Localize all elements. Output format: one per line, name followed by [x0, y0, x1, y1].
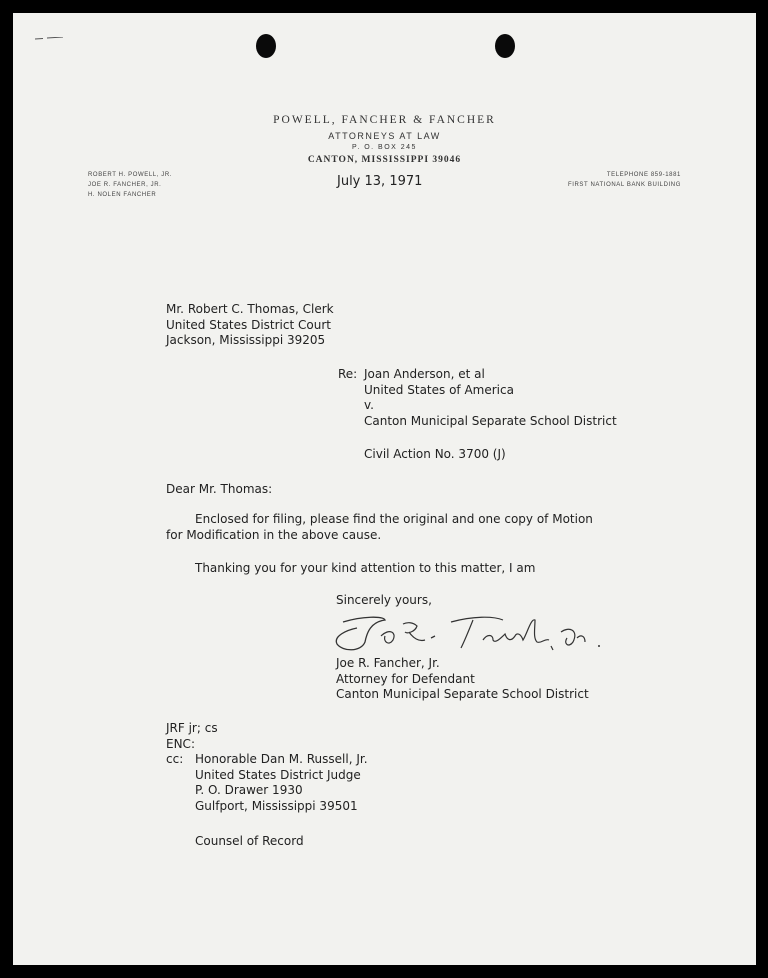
closing: Sincerely yours,	[336, 593, 432, 607]
partner-name: JOE R. FANCHER, JR.	[88, 182, 162, 188]
body-paragraph-1	[166, 512, 593, 543]
building: FIRST NATIONAL BANK BUILDING	[567, 182, 681, 188]
signature-image	[323, 608, 613, 656]
counsel-of-record: Counsel of Record	[195, 834, 304, 848]
re-block	[364, 367, 617, 429]
cc-line: Gulfport, Mississippi 39501	[195, 798, 358, 813]
re-line: United States of America	[364, 382, 514, 397]
re-line: v.	[364, 398, 374, 412]
pencil-mark	[35, 37, 63, 40]
re-line: Joan Anderson, et al	[364, 367, 485, 381]
signature-line: Joe R. Fancher, Jr.	[336, 656, 440, 670]
body-paragraph-2: Thanking you for your kind attention to this matter, I am	[195, 561, 536, 575]
civil-action: Civil Action No. 3700 (J)	[364, 447, 506, 461]
signature-line: Canton Municipal Separate School District	[336, 687, 589, 701]
partner-name: H. NOLEN FANCHER	[88, 192, 157, 198]
letter-date: July 13, 1971	[337, 174, 423, 189]
recipient-line: United States District Court	[166, 317, 331, 332]
cc-line: United States District Judge	[195, 767, 361, 782]
letterhead-partners	[88, 170, 172, 200]
letterhead-contact	[568, 170, 681, 190]
cc-block	[195, 752, 368, 814]
letterhead-city: CANTON, MISSISSIPPI 39046	[307, 155, 462, 165]
recipient-line: Mr. Robert C. Thomas, Clerk	[166, 302, 334, 316]
cc-label: cc:	[166, 752, 184, 766]
letterhead-box: P. O. BOX 245	[352, 144, 417, 151]
cc-line: P. O. Drawer 1930	[195, 783, 303, 797]
cc-line: Honorable Dan M. Russell, Jr.	[195, 752, 368, 766]
telephone: TELEPHONE 859-1881	[606, 172, 681, 178]
body-line: Enclosed for filing, please find the original and one copy of Motion	[195, 512, 593, 526]
punch-hole-right	[495, 34, 515, 58]
salutation: Dear Mr. Thomas:	[166, 482, 273, 496]
recipient-line: Jackson, Mississippi 39205	[166, 333, 326, 347]
re-label: Re:	[338, 367, 358, 381]
letter-page	[13, 13, 756, 965]
body-line: for Modification in the above cause.	[166, 527, 382, 542]
letterhead-subtitle: ATTORNEYS AT LAW	[328, 131, 441, 141]
signature-block	[336, 656, 589, 703]
punch-hole-left	[256, 34, 276, 58]
initials: JRF jr; cs	[166, 721, 218, 735]
letterhead-firm: POWELL, FANCHER & FANCHER	[273, 114, 496, 126]
footer-block	[166, 721, 218, 752]
re-line: Canton Municipal Separate School District	[364, 413, 617, 428]
recipient-address	[166, 302, 334, 349]
signature-line: Attorney for Defendant	[336, 671, 475, 686]
partner-name: ROBERT H. POWELL, JR.	[88, 172, 173, 178]
enclosure: ENC:	[166, 736, 195, 751]
